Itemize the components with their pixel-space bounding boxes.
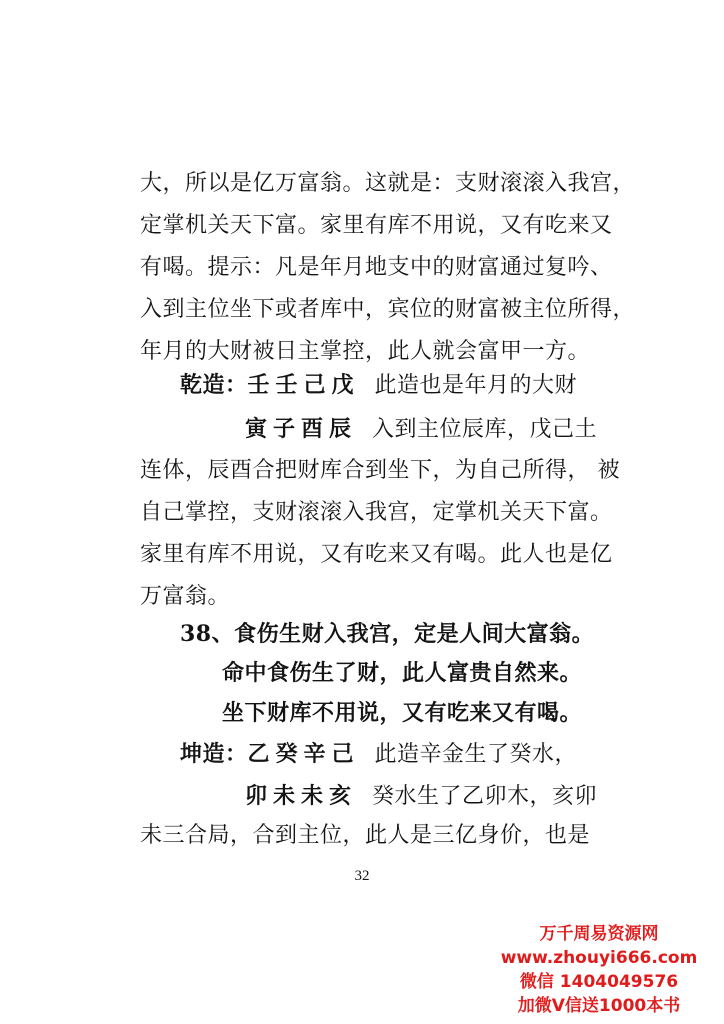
watermark — [484, 922, 714, 1018]
paragraph-line: 入到主位坐下或者库中，宾位的财富被主位所得， — [140, 297, 636, 322]
watermark-url: www.zhouyi666.com — [500, 948, 698, 968]
chart-row-branches — [245, 782, 597, 811]
chart-label: 坤造： — [180, 741, 248, 767]
section-heading: 38、食伤生财入我宫，定是人间大富翁。 — [180, 621, 595, 647]
chart-label: 乾造： — [180, 372, 248, 398]
paragraph-line: 自己掌控，支财滚滚入我宫，定掌机关天下富。 — [140, 500, 613, 525]
chart-row-stems — [180, 371, 577, 400]
chart-note: 入到主位辰库，戊己土 — [372, 417, 598, 442]
chart-note: 此造辛金生了癸水， — [374, 742, 578, 767]
paragraph-line: 未三合局，合到主位，此人是三亿身价，也是 — [140, 823, 591, 848]
paragraph-line: 万富翁。 — [140, 584, 231, 609]
heavenly-stems: 乙癸辛己 — [247, 741, 360, 767]
verse-line: 坐下财库不用说，又有吃来又有喝。 — [222, 700, 583, 726]
paragraph-line: 家里有库不用说，又有吃来又有喝。此人也是亿 — [140, 542, 613, 567]
paragraph-line: 连体，辰酉合把财库合到坐下，为自己所得， 被 — [140, 458, 620, 483]
earthly-branches: 寅子酉辰 — [245, 416, 358, 442]
verse-line: 命中食伤生了财，此人富贵自然来。 — [222, 660, 583, 686]
watermark-site-name: 万千周易资源网 — [539, 924, 659, 944]
heavenly-stems: 壬壬己戊 — [247, 372, 360, 398]
watermark-promo: 加微V信送1000本书 — [517, 996, 681, 1016]
chart-row-stems — [180, 740, 577, 769]
paragraph-line: 年月的大财被日主掌控，此人就会富甲一方。 — [140, 339, 591, 364]
chart-note: 此造也是年月的大财 — [374, 373, 578, 398]
paragraph-line: 定掌机关天下富。家里有库不用说，又有吃来又 — [140, 213, 613, 238]
earthly-branches: 卯未未亥 — [245, 783, 358, 809]
watermark-contact: 微信 1404049576 — [519, 972, 679, 992]
paragraph-line: 有喝。提示：凡是年月地支中的财富通过复吟、 — [140, 255, 613, 280]
page-number: 32 — [354, 868, 370, 884]
chart-row-branches — [245, 415, 597, 444]
chart-note: 癸水生了乙卯木，亥卯 — [372, 784, 598, 809]
paragraph-line: 大，所以是亿万富翁。这就是：支财滚滚入我宫， — [140, 171, 636, 196]
